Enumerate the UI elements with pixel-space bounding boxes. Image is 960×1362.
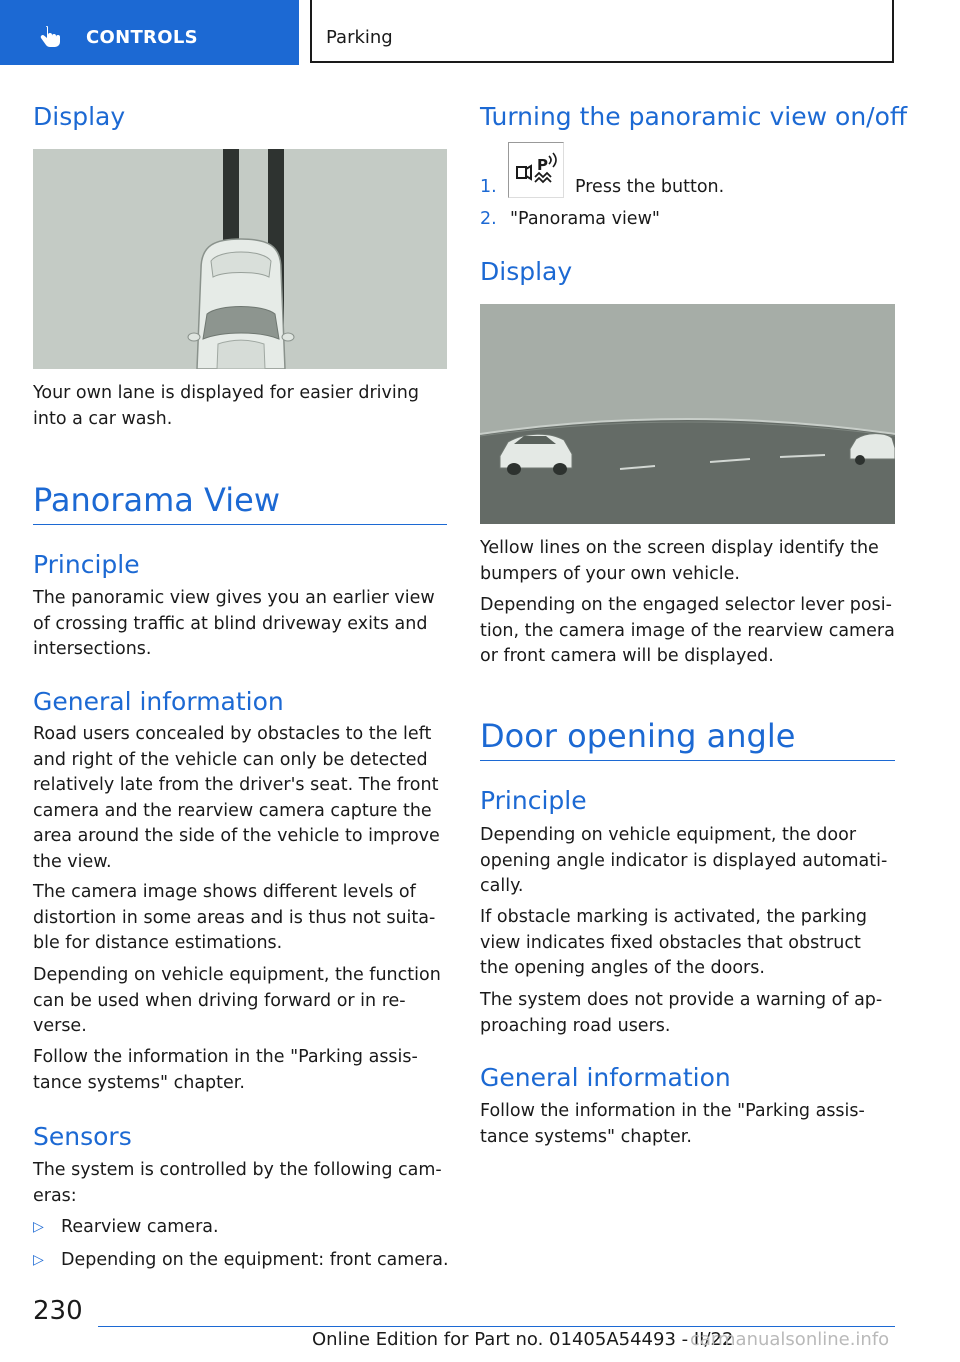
principle-text: The panoramic view gives you an earlier view of crossing traffic at blind driveway exits and intersections. bbox=[33, 588, 435, 659]
display-p1: Yellow lines on the screen display identify the bumpers of your own vehicle. bbox=[480, 538, 879, 584]
general-info-p4: Follow the information in the "Parking assistance systems" chapter. bbox=[33, 1047, 418, 1093]
principle-p3: The system does not provide a warning of approaching road users. bbox=[480, 990, 883, 1036]
panorama-button-image bbox=[508, 142, 564, 198]
general-info-p2: The camera image shows different levels of distortion in some areas and is thus not suitable for distance estimations. bbox=[33, 882, 436, 953]
general-info-heading: General information bbox=[33, 687, 284, 716]
edition-text: Online Edition for Part no. 01405A54493 - II/22 bbox=[312, 1329, 734, 1350]
display-heading: Display bbox=[33, 102, 126, 131]
panoramic-street-illustration bbox=[480, 304, 895, 524]
general-info-p1: Road users concealed by obstacles to the left and right of the vehicle can only be detected relatively late from the driver's seat. The front camera and the rearview camera capture the area around the side of the vehicle to improve the view. bbox=[33, 724, 440, 872]
chapter-label: Parking bbox=[326, 27, 393, 48]
principle-heading: Principle bbox=[33, 550, 140, 579]
triangle-bullet-icon: ▷ bbox=[33, 1219, 44, 1235]
section-tab bbox=[0, 0, 299, 65]
general-info-right-p1: Follow the information in the "Parking assistance systems" chapter. bbox=[480, 1101, 865, 1147]
panorama-view-title: Panorama View bbox=[33, 481, 280, 519]
display-caption: Your own lane is displayed for easier driving into a car wash. bbox=[33, 383, 419, 429]
display-heading-right: Display bbox=[480, 257, 573, 286]
sensors-text: The system is controlled by the following cameras: bbox=[33, 1160, 442, 1206]
sensors-heading: Sensors bbox=[33, 1122, 132, 1151]
general-info-p3: Depending on vehicle equipment, the function can be used when driving forward or in reverse. bbox=[33, 965, 441, 1036]
car-top-view-illustration bbox=[33, 149, 447, 369]
watermark: carmanualsonline.info bbox=[690, 1329, 890, 1350]
lane-display-image bbox=[33, 149, 447, 369]
svg-text:P: P bbox=[537, 156, 548, 174]
footer-rule bbox=[98, 1326, 895, 1327]
page-number: 230 bbox=[33, 1296, 83, 1326]
principle-p1: Depending on vehicle equipment, the door opening angle indicator is displayed automatically. bbox=[480, 825, 888, 896]
section-label: CONTROLS bbox=[86, 27, 198, 48]
park-camera-icon bbox=[509, 143, 563, 197]
door-opening-title: Door opening angle bbox=[480, 717, 796, 755]
chapter-header bbox=[310, 0, 894, 63]
principle-p2: If obstacle marking is activated, the parking view indicates fixed obstacles that obstruct the opening angles of the doors. bbox=[480, 907, 867, 978]
title-rule bbox=[480, 760, 895, 761]
turning-heading: Turning the panoramic view on/off bbox=[480, 102, 908, 131]
triangle-bullet-icon: ▷ bbox=[33, 1252, 44, 1268]
panorama-display-image bbox=[480, 304, 895, 524]
principle-heading-right: Principle bbox=[480, 786, 587, 815]
title-rule bbox=[33, 524, 447, 525]
general-info-heading-right: General information bbox=[480, 1063, 731, 1092]
hand-pointer-icon bbox=[38, 24, 64, 50]
display-p2: Depending on the engaged selector lever position, the camera image of the rearview camera or front camera will be displayed. bbox=[480, 595, 895, 666]
